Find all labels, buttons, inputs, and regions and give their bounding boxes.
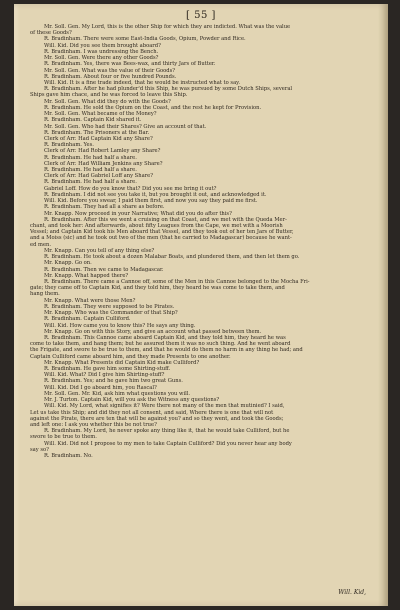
text-line: Mr. Soll. Gen. Were there any other Goods? xyxy=(44,55,159,62)
text-line: Mr. Knapp. Who was the Commander of that Ship? xyxy=(44,310,178,317)
text-line: R. Bradinham. The Prisoners at the Bar. xyxy=(44,129,150,136)
text-line: R. Bradinham. Yes, there was Bees-wax, and thirty Jars of Butter. xyxy=(44,61,216,68)
text-line: against the Pirate, there are ten that will be against you? and so they went, and took the Goods; xyxy=(30,415,284,422)
text-line: R. Bradinham. He had half a share. xyxy=(44,167,137,174)
text-line: Mr. J. Turton. Captain Kid, will you ask the Witness any questions? xyxy=(44,397,220,404)
text-line: of these Goods? xyxy=(30,30,72,37)
text-line: Mr. Knapp. What Presents did Captain Kid make Culliford? xyxy=(44,359,200,366)
text-line: R. Bradinham. Captain Kid shared it. xyxy=(44,117,142,124)
text-line: R. Bradinham. There were some East-India Goods, Opium, Powder and Rice. xyxy=(44,36,246,43)
catchword: Will. Kid, xyxy=(338,589,366,596)
text-line: Mr. Knapp. What were those Men? xyxy=(44,297,136,304)
text-line: Clerk of Arr. Had Captain Kid any Share? xyxy=(44,135,153,142)
text-line: Will. Kid. My Lord, what signifies it? Were there not many of the men that mutinied? I said, xyxy=(44,403,285,410)
text-line: Will. Kid. How came you to know this? He says any thing. xyxy=(44,322,196,329)
text-line: swore to be true to them. xyxy=(30,434,97,441)
text-line: R. Bradinham. He sold the Opium on the Coast, and the rest he kept for Provision. xyxy=(44,104,262,111)
text-line: Mr. Soll. Gen. What did they do with the Goods? xyxy=(44,98,171,105)
text-line: Clerk of Arr. Had Gabriel Loff any Share? xyxy=(44,173,153,180)
text-line: R. Bradinham. He took about a dozen Malabar Boats, and plundered them, and then let them go. xyxy=(44,254,300,261)
text-line: Will. Kid. Did I go aboard him, you Rascal? xyxy=(44,384,157,391)
text-line: R. Bradinham. No. xyxy=(44,453,93,460)
text-line: Gabriel Loff. How do you know that? Did you see me bring it out? xyxy=(44,185,217,192)
text-line: hang them. xyxy=(30,291,60,298)
text-line: R. Bradinham. He had half a share. xyxy=(44,179,137,186)
text-line: Clerk of Arr. Had William Jenkins any Share? xyxy=(44,160,163,167)
text-line: come to take them, and hang them; but he assured them it was no such thing. And he went aboard xyxy=(30,341,291,348)
text-line: R. Bradinham. After he had plunder'd this Ship, he was pursued by some Dutch Ships, several xyxy=(44,86,293,93)
text-line: Mr. Knapp. Now proceed in your Narrative; What did you do after this? xyxy=(44,210,232,217)
text-line: R. Bradinham. After this we went a cruising on that Coast, and we met with the Queda Mer- xyxy=(44,216,287,223)
text-line: R. Bradinham. Then we came to Madagascar. xyxy=(44,266,164,273)
text-line: R. Bradinham. Captain Culliford. xyxy=(44,316,131,323)
text-line: the Frigate, and swore to be true to them, and that he would do them no harm in any thing he had; and xyxy=(30,347,303,354)
text-line: gate; they came off to Captain Kid, and they told him, they heard he was come to take them, and xyxy=(30,285,285,292)
text-line: Let us take this Ship; and did they not all consent, and said, Where there is one that will not xyxy=(30,409,274,416)
text-line: Will. Kid. Before you swear, I paid them first, and now you say they paid me first. xyxy=(44,198,258,205)
text-line: R. Bradinham. This Cannoe came aboard Captain Kid, and they told him, they heard he was xyxy=(44,334,286,341)
text-line: R. Bradinham. They were supposed to be Pirates. xyxy=(44,303,175,310)
text-line: R. Bradinham. They had all a share as before. xyxy=(44,204,165,211)
page-number: [ 55 ] xyxy=(186,10,216,21)
text-line: Mr. Soll. Gen. Mr. Kid, ask him what questions you will. xyxy=(44,390,191,397)
text-line: Mr. Knapp. Go on. xyxy=(44,260,92,267)
text-line: R. Bradinham. Yes; and he gave him two great Guns. xyxy=(44,378,183,385)
text-line: say so? xyxy=(30,446,49,453)
text-line: Mr. Knapp. What happed there? xyxy=(44,272,129,279)
text-line: Ships gave him chace, and he was forced to leave this Ship. xyxy=(30,92,188,99)
text-line: R. Bradinham. Yes. xyxy=(44,142,94,149)
page-edge-shadow xyxy=(378,4,388,606)
text-line: Mr. Soll. Gen. My Lord, this is the other Ship for which they are indicted. What was the value xyxy=(44,24,291,30)
text-line: R. Bradinham. There came a Cannoe off, some of the Men in this Cannoe belonged to the Mocha Fri- xyxy=(44,278,310,285)
document-page xyxy=(14,4,388,606)
text-line: R. Bradinham. About four or five hundred Pounds. xyxy=(44,73,177,80)
text-line: Mr. Knapp. Go on with this Story, and give an account what passed between them. xyxy=(44,328,262,335)
text-line: R. Bradinham. He had half a share. xyxy=(44,154,137,161)
text-line: R. Bradinham. I was undressing the Bench. xyxy=(44,48,159,55)
text-line: Will. Kid. Did not I propose to my men to take Captain Culliford? Did you never hear any body xyxy=(44,440,292,447)
text-line: R. Bradinham. I did not see you take it, but you brought it out, and acknowledged it. xyxy=(44,191,267,198)
text-line: Clerk of Arr. Had Robert Lamley any Share? xyxy=(44,148,161,155)
text-line: R. Bradinham. My Lord, he never spoke any thing like it, that he would take Culliford, but he xyxy=(44,428,290,435)
text-line: Mr. Soll. Gen. What became of the Money? xyxy=(44,111,157,118)
text-line: ed men. xyxy=(30,241,52,248)
text-line: Mr. Soll. Gen. What was the value of their Goods? xyxy=(44,67,176,74)
text-line: and a Moiss (sic) and he took out two of the men (that he carried to Madagascar) because he want- xyxy=(30,235,292,242)
text-line: Vessel; and Captain Kid took his Men aboard that Vessel, and they took out of her ten Jars of Butter, xyxy=(30,229,294,236)
text-line: R. Bradinham. He gave him some Shirting-stuff. xyxy=(44,366,171,373)
body-text xyxy=(30,24,374,459)
text-line: Mr. Soll. Gen. Who had their Shares? Give an account of that. xyxy=(44,123,207,130)
text-line: chant, and took her: And afterwards, about fifty Leagues from the Cape, we met with a Moorish xyxy=(30,223,283,229)
text-line: Captain Culliford came aboard him, and they made Presents to one another. xyxy=(30,353,231,360)
text-line: Will. Kid. What? Did I give him Shirting-stuff? xyxy=(44,372,165,379)
text-line: Will. Kid. It is a fine trade indeed, that he would be instructed what to say. xyxy=(44,79,241,86)
text-line: and left one: I ask you whether this be not true? xyxy=(30,422,157,428)
text-line: Will. Kid. Did you see them brought aboard? xyxy=(44,42,161,49)
text-line: Mr. Knapp. Can you tell of any thing else? xyxy=(44,247,155,254)
